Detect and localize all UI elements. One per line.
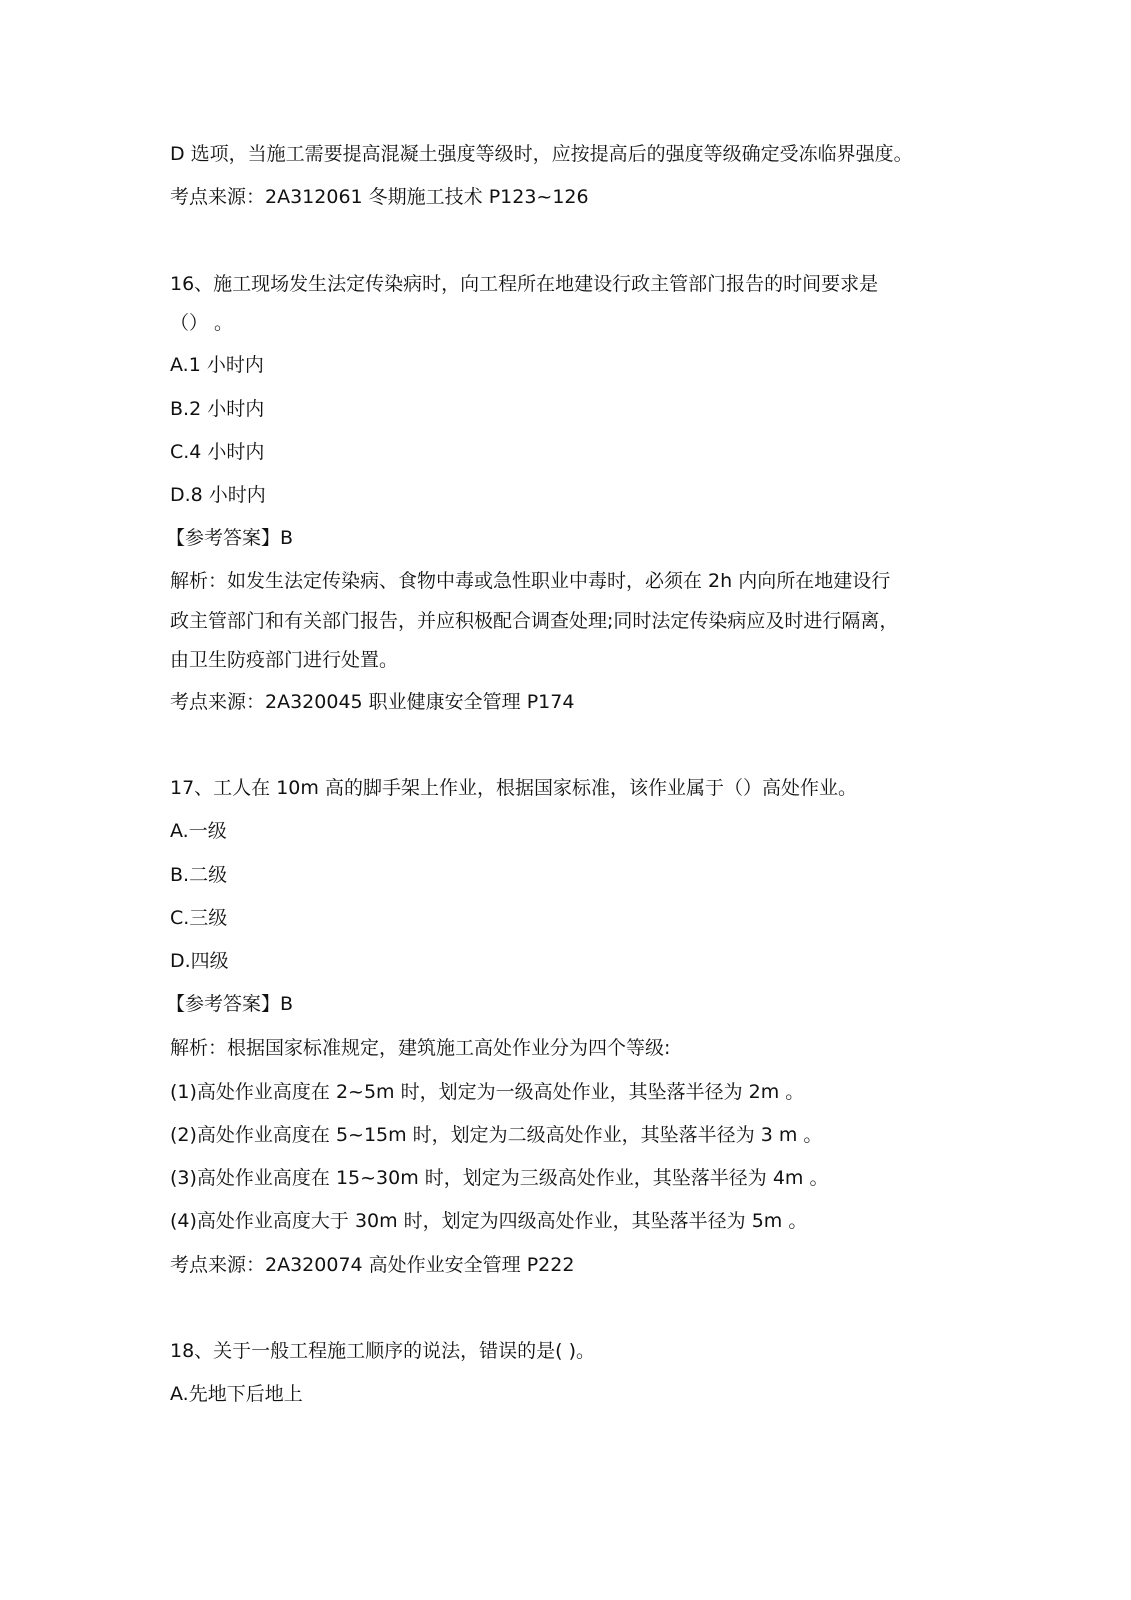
q16-source: 考点来源：2A320045 职业健康安全管理 P174	[170, 691, 575, 713]
q18-option-a: A.先地下后地上	[170, 1383, 303, 1405]
q17-analysis-intro: 解析：根据国家标准规定，建筑施工高处作业分为四个等级:	[170, 1037, 671, 1059]
q17-option-b: B.二级	[170, 864, 228, 886]
q16-option-d: D.8 小时内	[170, 484, 266, 506]
q15-source: 考点来源：2A312061 冬期施工技术 P123~126	[170, 186, 589, 208]
q17-option-c: C.三级	[170, 907, 228, 929]
q18-stem: 18、关于一般工程施工顺序的说法，错误的是( )。	[170, 1340, 596, 1362]
q16-analysis-line3: 由卫生防疫部门进行处置。	[170, 649, 399, 671]
q16-answer: 【参考答案】B	[166, 527, 294, 549]
q17-stem: 17、工人在 10m 高的脚手架上作业，根据国家标准，该作业属于（）高处作业。	[170, 777, 857, 799]
q16-option-c: C.4 小时内	[170, 441, 265, 463]
q16-option-a: A.1 小时内	[170, 354, 264, 376]
q16-analysis-line2: 政主管部门和有关部门报告，并应积极配合调查处理;同时法定传染病应及时进行隔离，	[170, 610, 899, 632]
q17-analysis-level1: (1)高处作业高度在 2~5m 时，划定为一级高处作业，其坠落半径为 2m 。	[170, 1081, 805, 1103]
q17-source: 考点来源：2A320074 高处作业安全管理 P222	[170, 1254, 575, 1276]
q17-analysis-level4: (4)高处作业高度大于 30m 时，划定为四级高处作业，其坠落半径为 5m 。	[170, 1210, 808, 1232]
q17-option-d: D.四级	[170, 950, 229, 972]
q17-analysis-level2: (2)高处作业高度在 5~15m 时，划定为二级高处作业，其坠落半径为 3 m 。	[170, 1124, 823, 1146]
q16-analysis-line1: 解析：如发生法定传染病、食物中毒或急性职业中毒时，必须在 2h 内向所在地建设行	[170, 570, 891, 592]
q16-stem-line2: （） 。	[170, 312, 234, 334]
q16-option-b: B.2 小时内	[170, 398, 265, 420]
q17-answer: 【参考答案】B	[166, 993, 294, 1015]
q17-option-a: A.一级	[170, 820, 227, 842]
q16-stem-line1: 16、施工现场发生法定传染病时，向工程所在地建设行政主管部门报告的时间要求是	[170, 273, 879, 295]
q15-option-d-explanation: D 选项，当施工需要提高混凝土强度等级时，应按提高后的强度等级确定受冻临界强度。	[170, 143, 913, 165]
q17-analysis-level3: (3)高处作业高度在 15~30m 时，划定为三级高处作业，其坠落半径为 4m 。	[170, 1167, 829, 1189]
